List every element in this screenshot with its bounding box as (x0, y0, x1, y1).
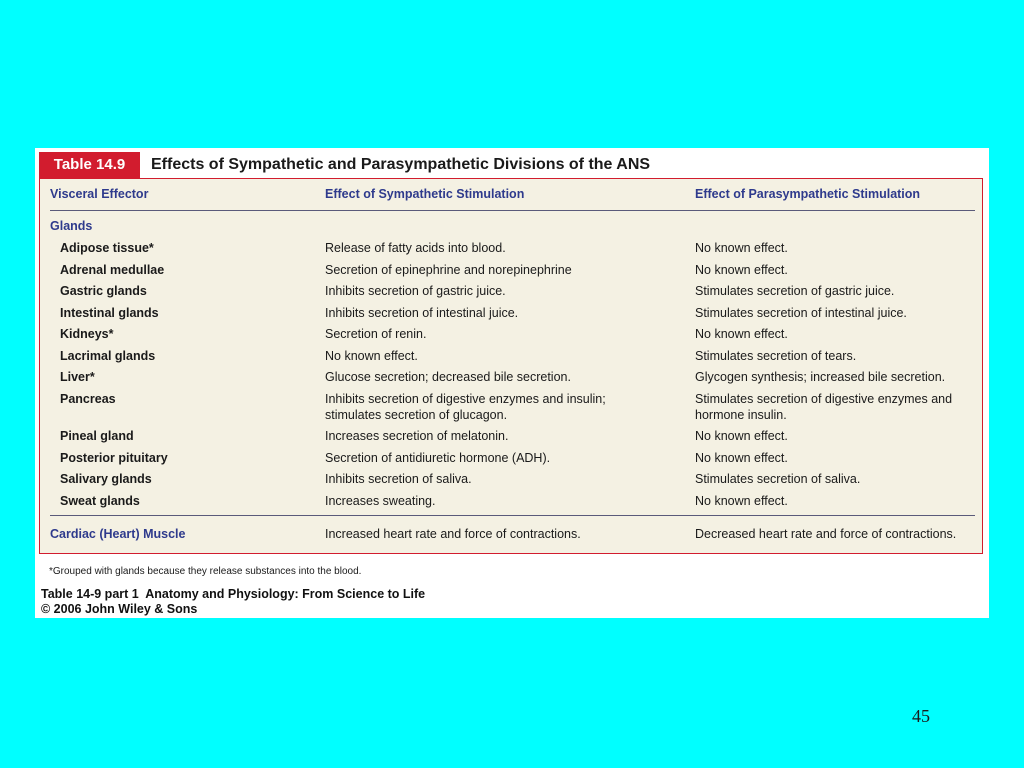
parasympathetic-cell: Glycogen synthesis; increased bile secretion. (695, 370, 946, 384)
sympathetic-cell: Inhibits secretion of saliva. (325, 472, 472, 486)
sympathetic-cell: Inhibits secretion of gastric juice. (325, 284, 506, 298)
sympathetic-cell: Secretion of renin. (325, 327, 427, 341)
effector-cell: Pineal gland (60, 429, 134, 443)
sympathetic-cell: Release of fatty acids into blood. (325, 241, 506, 255)
effector-cell: Lacrimal glands (60, 348, 156, 363)
glands-rows (50, 240, 975, 514)
sympathetic-cell: Inhibits secretion of digestive enzymes and insulin; stimulates secretion of glucagon. (325, 391, 606, 422)
sympathetic-cell: Glucose secretion; decreased bile secretion. (325, 370, 571, 384)
effector-cell: Intestinal glands (60, 305, 159, 320)
parasympathetic-cell: No known effect. (695, 327, 788, 341)
effector-cell: Sweat glands (60, 493, 140, 508)
table-caption (41, 587, 425, 617)
parasympathetic-cell: Stimulates secretion of saliva. (695, 472, 861, 486)
column-header-sympathetic: Effect of Sympathetic Stimulation (325, 187, 525, 201)
table-row (50, 391, 975, 429)
parasympathetic-cell: Stimulates secretion of tears. (695, 348, 857, 363)
parasympathetic-cell: Stimulates secretion of intestinal juice. (695, 305, 907, 320)
table-row (50, 450, 975, 472)
effector-cell: Adipose tissue* (60, 241, 154, 255)
parasympathetic-cell: No known effect. (695, 429, 788, 443)
table-row (50, 348, 975, 370)
effector-cell: Adrenal medullae (60, 262, 165, 277)
table-row (50, 493, 975, 515)
table-row (50, 471, 975, 493)
parasympathetic-cell: Stimulates secretion of digestive enzymes and hormone insulin. (695, 391, 953, 422)
effector-cell: Posterior pituitary (60, 450, 168, 465)
sympathetic-cell: Inhibits secretion of intestinal juice. (325, 305, 519, 320)
effector-cell: Salivary glands (60, 472, 152, 486)
column-headers (50, 186, 975, 211)
parasympathetic-cell: No known effect. (695, 262, 788, 277)
parasympathetic-cell: No known effect. (695, 241, 788, 255)
table-number-tag: Table 14.9 (39, 152, 140, 178)
slide-page-number: 45 (912, 706, 930, 726)
table-figure (35, 148, 989, 618)
table-row (50, 369, 975, 391)
table-row (50, 262, 975, 284)
caption-copyright-line: © 2006 John Wiley & Sons (41, 602, 198, 616)
table-body (39, 178, 983, 554)
effector-cell-cardiac: Cardiac (Heart) Muscle (50, 527, 186, 541)
section-divider (50, 515, 975, 516)
effector-cell: Pancreas (60, 391, 116, 406)
table-footnote: *Grouped with glands because they release substances into the blood. (49, 566, 362, 577)
sympathetic-cell: Secretion of antidiuretic hormone (ADH). (325, 450, 551, 465)
sympathetic-cell-cardiac: Increased heart rate and force of contractions. (325, 527, 581, 541)
table-row (50, 428, 975, 450)
column-header-parasympathetic: Effect of Parasympathetic Stimulation (695, 187, 921, 201)
effector-cell: Kidneys* (60, 327, 114, 341)
parasympathetic-cell-cardiac: Decreased heart rate and force of contractions. (695, 527, 957, 541)
parasympathetic-cell: Stimulates secretion of gastric juice. (695, 284, 895, 298)
sympathetic-cell: Increases sweating. (325, 493, 436, 508)
sympathetic-cell: Secretion of epinephrine and norepinephrine (325, 262, 572, 277)
section-label-glands: Glands (50, 219, 93, 233)
caption-source-line: Table 14-9 part 1 Anatomy and Physiology: From Science to Life (41, 587, 426, 601)
sympathetic-cell: Increases secretion of melatonin. (325, 429, 509, 443)
table-row-cardiac (50, 526, 975, 542)
table-row (50, 240, 975, 262)
column-header-effector: Visceral Effector (50, 187, 149, 201)
table-row (50, 283, 975, 305)
table-row (50, 326, 975, 348)
table-header (39, 152, 985, 178)
table-row (50, 305, 975, 327)
sympathetic-cell: No known effect. (325, 348, 418, 363)
effector-cell: Gastric glands (60, 284, 147, 298)
parasympathetic-cell: No known effect. (695, 450, 788, 465)
table-title: Effects of Sympathetic and Parasympathetic Divisions of the ANS (151, 156, 651, 173)
parasympathetic-cell: No known effect. (695, 493, 788, 508)
effector-cell: Liver* (60, 370, 95, 384)
